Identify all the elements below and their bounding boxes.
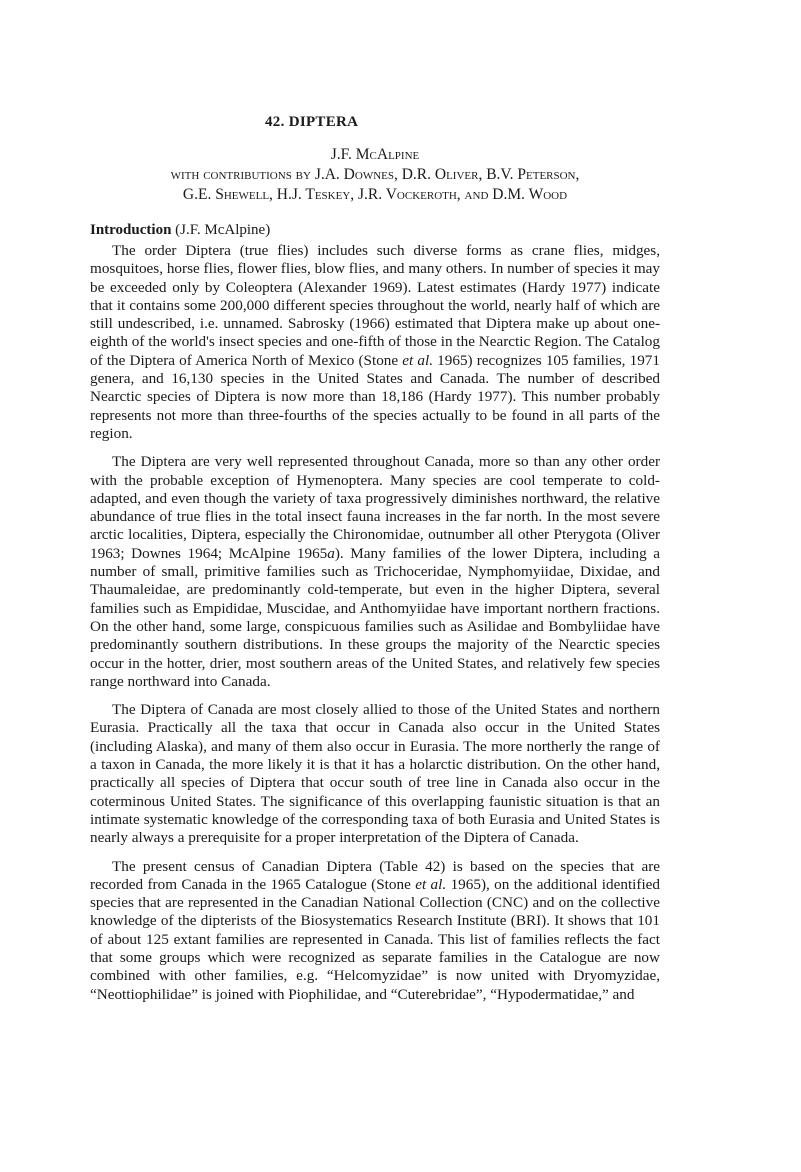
contributors-line-2: G.E. Shewell, H.J. Teskey, J.R. Vockeroth, and D.M. Wood bbox=[182, 186, 568, 203]
document-page bbox=[90, 114, 660, 1004]
author-name: J.F. McAlpine bbox=[330, 146, 420, 163]
paragraph-2: The Diptera are very well represented throughout Canada, more so than any other order with the probable exception of Hymenoptera. Many species are cool temperate to cold-adapted, and even though the variety of taxa progressively diminishes northward, the relative abundance of true flies in the total insect fauna increases in the far north. In the most severe arctic localities, Diptera, especially the Chironomidae, outnumber all other Pterygota (Oliver 1963; Downes 1964; McAlpine 1965a). Many families of the lower Diptera, including a number of small, primitive families such as Trichoceridae, Nymphomyiidae, Dixidae, and Thaumaleidae, are predominantly cold-temperate, but even in the higher Diptera, several families such as Empididae, Muscidae, and Anthomyiidae have important northern fractions. On the other hand, some large, conspicuous families such as Asilidae and Bombyliidae have predominantly southern distributions. In these groups the majority of the Nearctic species occur in the hotter, drier, most southern areas of the United States, and relatively few species range northward into Canada. bbox=[90, 453, 660, 690]
contributors-line-1: with contributions by J.A. Downes, D.R. Oliver, B.V. Peterson, bbox=[170, 166, 580, 183]
section-heading bbox=[90, 221, 660, 240]
paragraph-3: The Diptera of Canada are most closely allied to those of the United States and northern Eurasia. Practically all the taxa that occur in Canada also occur in the United States (including Alaska), and many of them also occur in Eurasia. The more northerly the range of a taxon in Canada, the more likely it is that it has a holarctic distribution. On the other hand, practically all species of Diptera that occur south of tree line in Canada also occur in the coterminous United States. The significance of this overlapping faunistic situation is that an intimate systematic knowledge of the corresponding taxa of both Eurasia and United States is nearly always a prerequisite for a proper interpretation of the Diptera of Canada. bbox=[90, 701, 660, 847]
paragraph-1: The order Diptera (true flies) includes such diverse forms as crane flies, midges, mosquitoes, horse flies, flower flies, blow flies, and many others. In number of species it may be exceeded only by Coleoptera (Alexander 1969). Latest estimates (Hardy 1977) indicate that it contains some 200,000 different species throughout the world, nearly half of which are still undescribed, i.e. unnamed. Sabrosky (1966) estimated that Diptera make up about one-eighth of the world's insect species and one-fifth of those in the Nearctic Region. The Catalog of the Diptera of America North of Mexico (Stone et al. 1965) recognizes 105 families, 1971 genera, and 16,130 species in the United States and Canada. The number of described Nearctic species of Diptera is now more than 18,186 (Hardy 1977). This number probably represents not more than three-fourths of the species actually to be found in all parts of the region. bbox=[90, 242, 660, 442]
byline bbox=[90, 145, 660, 205]
section-heading-title: Introduction bbox=[90, 222, 172, 238]
paragraph-4: The present census of Canadian Diptera (Table 42) is based on the species that are recorded from Canada in the 1965 Catalogue (Stone et al. 1965), on the additional identified species that are represented in the Canadian National Collection (CNC) and on the collective knowledge of the dipterists of the Biosystematics Research Institute (BRI). It shows that 101 of about 125 extant families are represented in Canada. This list of families reflects the fact that some groups which were recognized as separate families in the Catalogue are now combined with other families, e.g. “Helcomyzidae” is now united with Dryomyzidae, “Neottiophilidae” is joined with Piophilidae, and “Cuterebridae”, “Hypodermatidae,” and bbox=[90, 857, 661, 1003]
author-line bbox=[90, 145, 660, 165]
chapter-title: 42. DIPTERA bbox=[265, 114, 359, 130]
section-heading-author: (J.F. McAlpine) bbox=[171, 222, 271, 238]
